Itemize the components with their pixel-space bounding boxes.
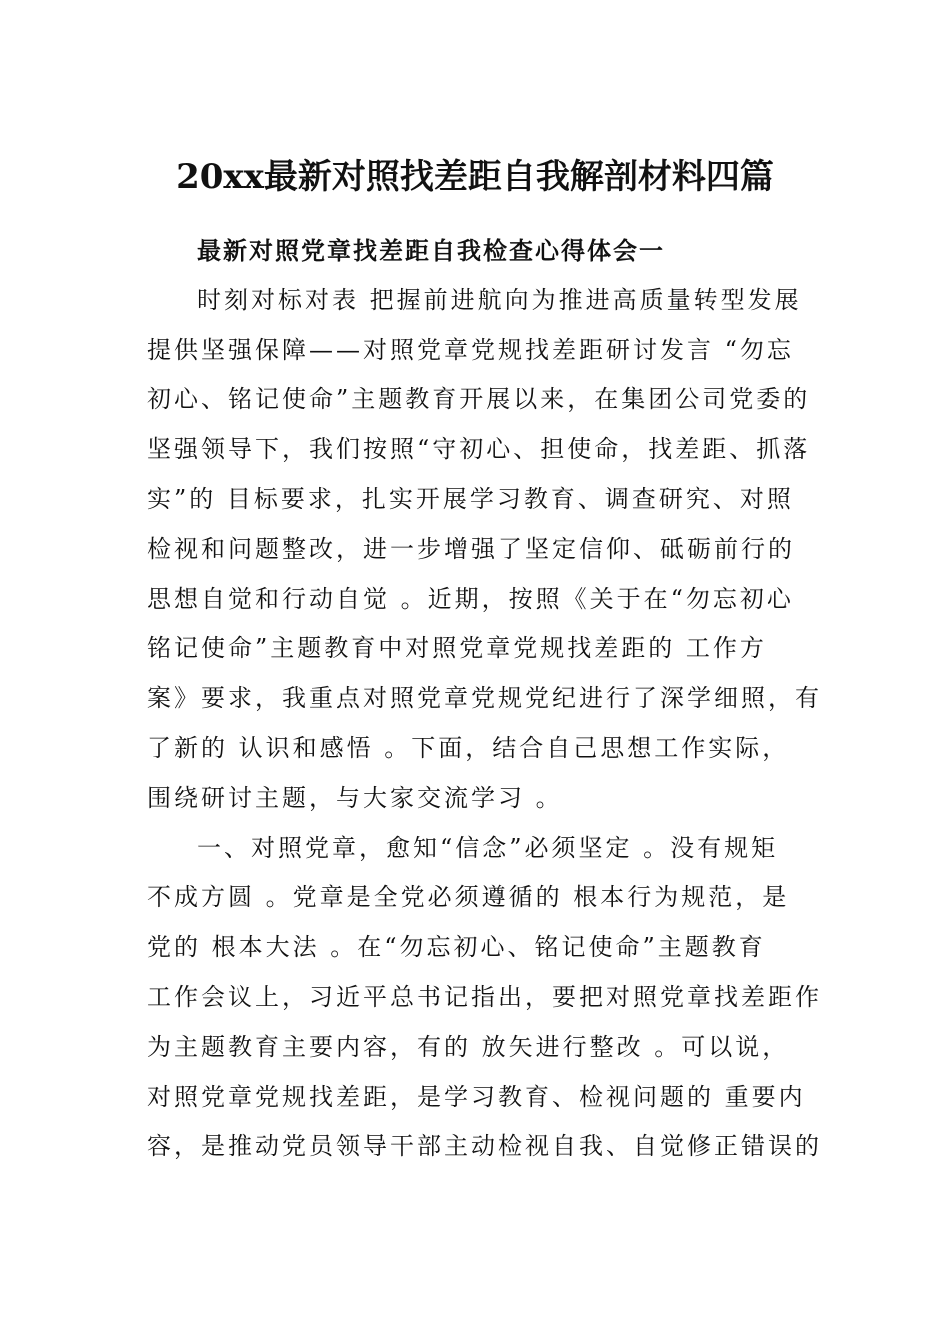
paragraph-line: 一、对照党章，愈知“信念”必须坚定 。没有规矩 [197,833,779,862]
paragraph-1 [147,276,822,824]
paragraph-line: 初心、铭记使命”主题教育开展以来，在集团公司党委的 [147,385,811,414]
paragraph-line: 工作会议上，习近平总书记指出，要把对照党章找差距作 [147,982,822,1011]
paragraph-line: 坚强领导下，我们按照“守初心、担使命，找差距、抓落 [147,435,811,464]
paragraph-line: 对照党章党规找差距，是学习教育、检视问题的 重要内 [147,1082,806,1111]
paragraph-line: 时刻对标对表 把握前进航向为推进高质量转型发展 [197,285,802,314]
paragraph-2 [147,824,822,1173]
document-title: 20xx最新对照找差距自我解剖材料四篇 [176,156,774,197]
paragraph-line: 容，是推动党员领导干部主动检视自我、自觉修正错误的 [147,1132,822,1161]
paragraph-line: 为主题教育主要内容，有的 放矢进行整改 。可以说， [147,1032,790,1061]
paragraph-line: 案》要求，我重点对照党章党规党纪进行了深学细照，有 [147,684,822,713]
paragraph-line: 党的 根本大法 。在“勿忘初心、铭记使命”主题教育 [147,933,766,962]
paragraph-line: 思想自觉和行动自觉 。近期，按照《关于在“勿忘初心 [147,584,794,613]
paragraph-line: 检视和问题整改，进一步增强了坚定信仰、砥砺前行的 [147,534,795,563]
paragraph-line: 铭记使命”主题教育中对照党章党规找差距的 工作方 [147,634,767,663]
paragraph-line: 提供坚强保障——对照党章党规找差距研讨发言 “勿忘 [147,335,794,364]
paragraph-line: 不成方圆 。党章是全党必须遵循的 根本行为规范，是 [147,883,790,912]
paragraph-line: 围绕研讨主题，与大家交流学习 。 [147,783,563,812]
paragraph-line: 了新的 认识和感悟 。下面，结合自己思想工作实际， [147,733,790,762]
document-body [147,226,822,1172]
section-heading: 最新对照党章找差距自我检查心得体会一 [197,236,665,265]
paragraph-line: 实”的 目标要求，扎实开展学习教育、调查研究、对照 [147,484,794,513]
